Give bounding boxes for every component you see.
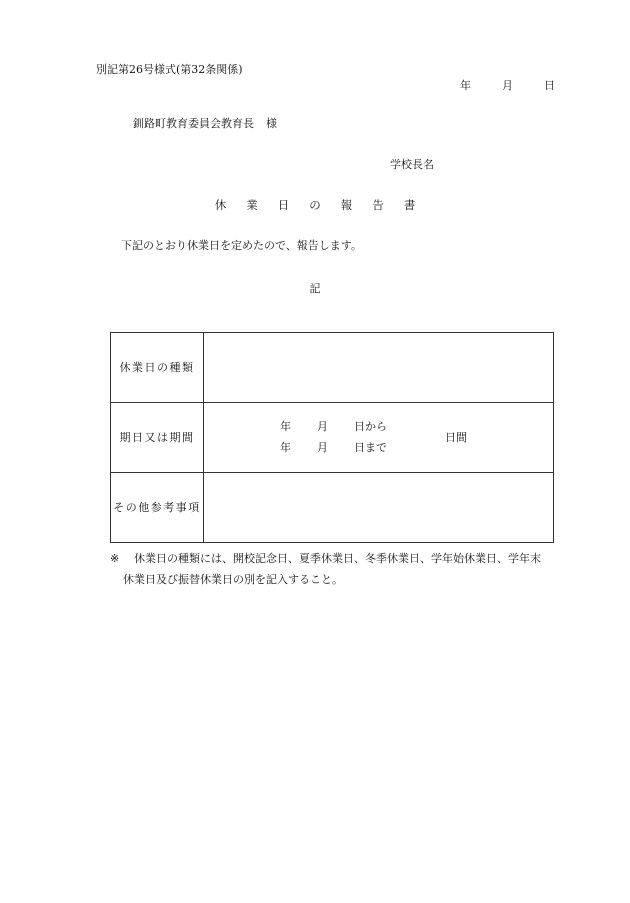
to-month: 月	[317, 441, 328, 454]
note-mark: ※	[110, 552, 120, 565]
ki-heading: 記	[309, 282, 321, 295]
table-row	[111, 473, 554, 543]
title-char: 書	[403, 198, 416, 212]
title-char: の	[309, 198, 321, 212]
from-year: 年	[280, 420, 291, 433]
period-field[interactable]	[204, 403, 554, 473]
title-char: 業	[246, 198, 258, 212]
sender-name-label: 学校長名	[390, 158, 434, 171]
holiday-type-field[interactable]	[204, 333, 554, 403]
title-char: 休	[214, 198, 227, 212]
date-line	[460, 80, 555, 91]
to-day: 日まで	[354, 441, 387, 454]
date-month: 月	[502, 79, 513, 92]
table-row	[111, 403, 554, 473]
period-from	[280, 421, 387, 432]
note-text-1: 休業日の種類には、開校記念日、夏季休業日、冬季休業日、学年始休業日、学年末	[134, 552, 541, 565]
date-year: 年	[460, 79, 471, 92]
addressee	[133, 118, 277, 129]
period-days: 日間	[445, 431, 467, 444]
other-notes-label: その他参考事項	[111, 473, 204, 543]
from-month: 月	[317, 420, 328, 433]
footnote-line2: 休業日及び振替休業日の別を記入すること。	[123, 573, 343, 586]
from-day: 日から	[354, 420, 387, 433]
addressee-name: 釧路町教育委員会教育長	[133, 117, 254, 130]
title-char: 日	[277, 198, 290, 212]
report-table	[110, 332, 554, 543]
addressee-honorific: 様	[266, 117, 277, 130]
table-row	[111, 333, 554, 403]
form-number: 別記第26号様式(第32条関係)	[96, 63, 243, 76]
document-title	[0, 200, 630, 212]
period-label: 期日又は期間	[111, 403, 204, 473]
title-char: 告	[372, 198, 384, 212]
holiday-type-label: 休業日の種類	[111, 333, 204, 403]
date-day: 日	[544, 79, 555, 92]
other-notes-field[interactable]	[204, 473, 554, 543]
to-year: 年	[280, 441, 291, 454]
intro-text: 下記のとおり休業日を定めたので、報告します。	[121, 239, 362, 252]
footnote-line1	[110, 553, 541, 564]
period-to	[280, 442, 387, 453]
title-char: 報	[340, 198, 353, 212]
